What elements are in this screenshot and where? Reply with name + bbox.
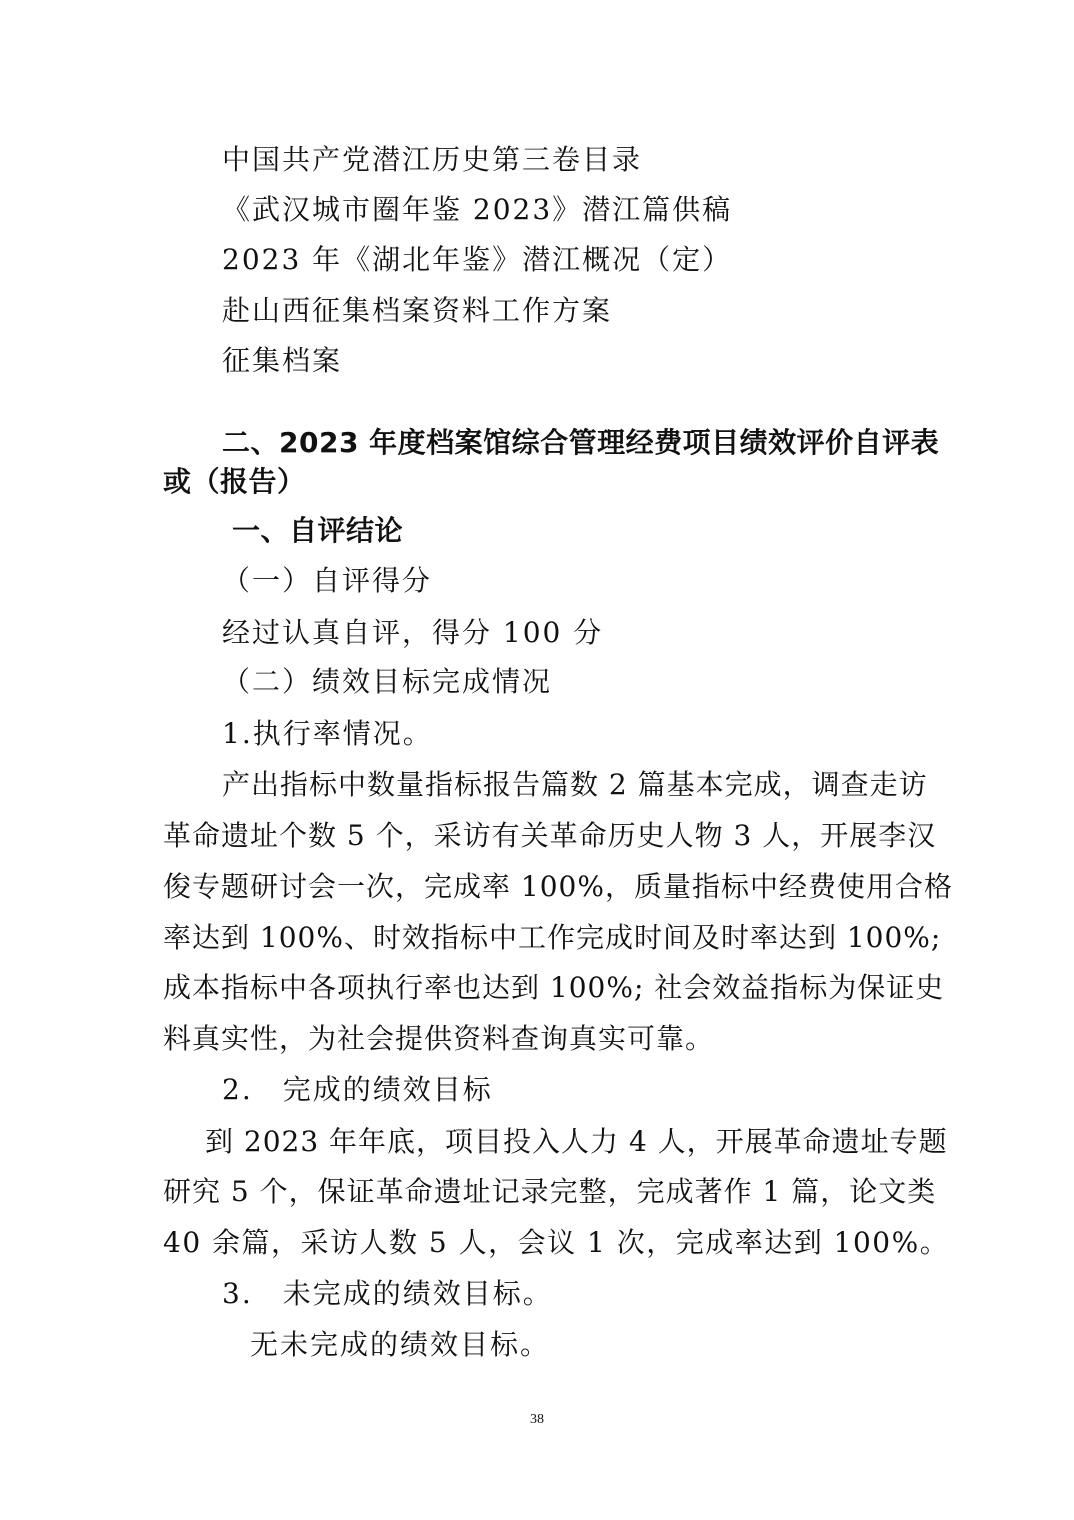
completed-para-line: 研究 5 个，保证革命遗址记录完整，完成著作 1 篇，论文类 — [163, 1175, 937, 1208]
exec-rate-para-line: 革命遗址个数 5 个，采访有关革命历史人物 3 人，开展李汉 — [163, 819, 937, 852]
doc-list-item: 征集档案 — [222, 344, 343, 377]
self-eval-heading: 一、自评结论 — [232, 514, 404, 547]
section2-heading-line2: 或（报告） — [163, 465, 306, 498]
exec-rate-heading: 1.执行率情况。 — [222, 717, 433, 750]
exec-rate-para-line: 成本指标中各项执行率也达到 100%; 社会效益指标为保证史 — [163, 971, 945, 1004]
exec-rate-para-line: 产出指标中数量指标报告篇数 2 篇基本完成，调查走访 — [222, 768, 928, 801]
page-number: 38 — [530, 1412, 544, 1427]
exec-rate-para-line: 料真实性，为社会提供资料查询真实可靠。 — [163, 1022, 715, 1055]
section2-heading-line1: 二、2023 年度档案馆综合管理经费项目绩效评价自评表 — [222, 426, 940, 459]
completed-heading: 2. 完成的绩效目标 — [222, 1073, 493, 1106]
score-heading: （一）自评得分 — [222, 564, 433, 597]
exec-rate-para-line: 俊专题研讨会一次，完成率 100%，质量指标中经费使用合格 — [163, 870, 953, 903]
targets-heading: （二）绩效目标完成情况 — [222, 665, 553, 698]
doc-list-item: 赴山西征集档案资料工作方案 — [222, 294, 613, 327]
doc-list-item: 2023 年《湖北年鉴》潜江概况（定） — [222, 243, 733, 276]
completed-para-line: 40 余篇，采访人数 5 人，会议 1 次，完成率达到 100%。 — [163, 1226, 950, 1259]
completed-para-line: 到 2023 年年底，项目投入人力 4 人，开展革命遗址专题 — [205, 1125, 948, 1158]
doc-list-item: 《武汉城市圈年鉴 2023》潜江篇供稿 — [222, 193, 733, 226]
score-text: 经过认真自评，得分 100 分 — [222, 616, 604, 649]
exec-rate-para-line: 率达到 100%、时效指标中工作完成时间及时率达到 100%; — [163, 921, 942, 954]
uncompleted-heading: 3. 未完成的绩效目标。 — [222, 1277, 553, 1310]
doc-list-item: 中国共产党潜江历史第三卷目录 — [222, 143, 643, 176]
uncompleted-text: 无未完成的绩效目标。 — [250, 1328, 551, 1361]
